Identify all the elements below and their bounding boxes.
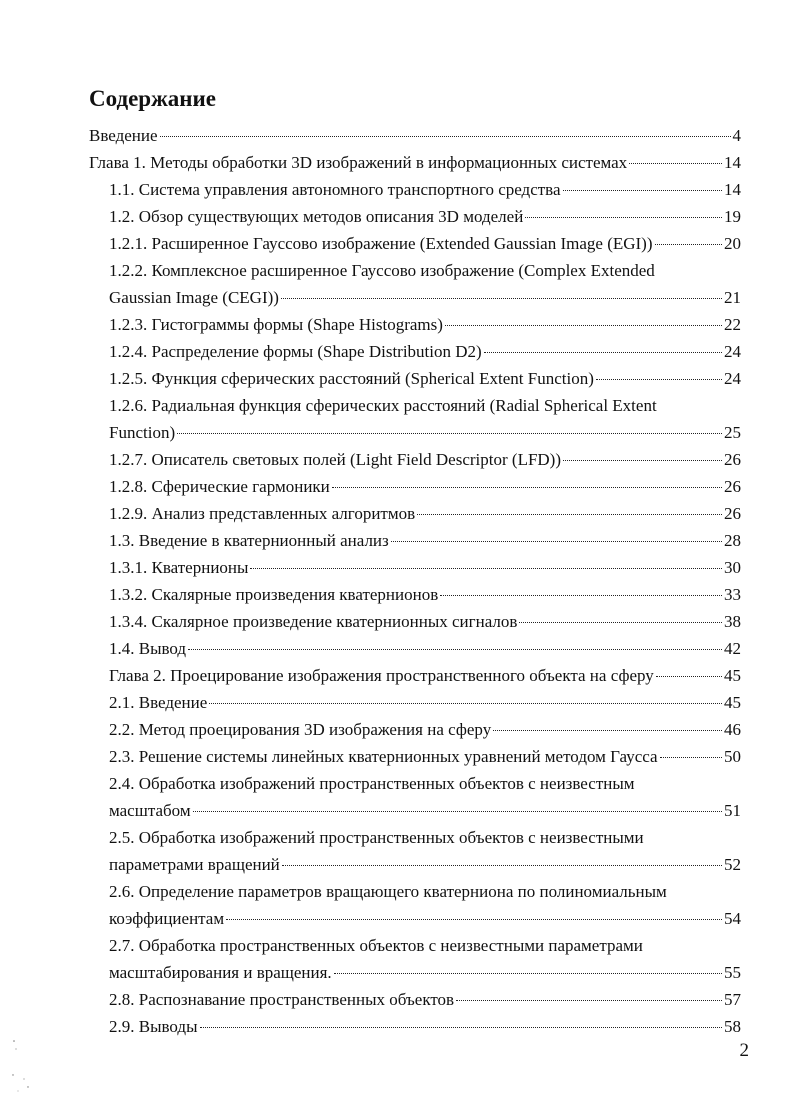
toc-leader-dots	[445, 325, 722, 326]
toc-entry-title: масштабирования и вращения.	[109, 963, 332, 982]
toc-entry	[89, 527, 741, 554]
toc-entry-title: 1.2.4. Распределение формы (Shape Distribution D2)	[109, 342, 482, 361]
toc-entry-title-line: 2.7. Обработка пространственных объектов с неизвестными параметрами	[109, 936, 643, 955]
toc-entry-title: 1.2.1. Расширенное Гауссово изображение (Extended Gaussian Image (EGI))	[109, 234, 653, 253]
toc-entry-title: масштабом	[109, 801, 191, 820]
toc-leader-dots	[596, 379, 722, 380]
toc-entry-page: 51	[724, 801, 741, 820]
toc-entry-title: 1.2.5. Функция сферических расстояний (Spherical Extent Function)	[109, 369, 594, 388]
toc-entry	[89, 446, 741, 473]
toc-entry-page: 26	[724, 450, 741, 469]
toc-leader-dots	[660, 757, 722, 758]
toc-entry	[89, 635, 741, 662]
toc-entry-title-line: 1.2.6. Радиальная функция сферических расстояний (Radial Spherical Extent	[109, 396, 657, 415]
toc-leader-dots	[282, 865, 722, 866]
scan-specks	[10, 1035, 40, 1095]
toc-entry-page: 26	[724, 504, 741, 523]
page-number: 2	[739, 1040, 749, 1061]
toc-entry-page: 28	[724, 531, 741, 550]
toc-entry-title: 2.3. Решение системы линейных кватернионных уравнений методом Гаусса	[109, 747, 658, 766]
toc-leader-dots	[177, 433, 722, 434]
toc-entry-title: 1.3.1. Кватернионы	[109, 558, 249, 577]
toc-entry	[89, 662, 741, 689]
page-title: Содержание	[89, 86, 216, 111]
toc-entry	[89, 986, 741, 1013]
toc-entry-page: 20	[724, 234, 741, 253]
toc-entry-title: 1.2.8. Сферические гармоники	[109, 477, 330, 496]
toc-entry-page: 24	[724, 369, 741, 388]
toc-entry-page: 25	[724, 423, 741, 442]
toc-entry-title: 1.2. Обзор существующих методов описания 3D моделей	[109, 207, 524, 226]
toc-entry-title-line: 2.6. Определение параметров вращающего кватерниона по полиномиальным	[109, 882, 667, 901]
toc-entry	[89, 365, 741, 392]
toc-leader-dots	[493, 730, 722, 731]
toc-entry-title: 1.2.3. Гистограммы формы (Shape Histograms)	[109, 315, 443, 334]
toc-entry	[89, 770, 741, 824]
toc-entry-title: 2.8. Распознавание пространственных объектов	[109, 990, 455, 1009]
toc-entry	[89, 608, 741, 635]
toc-entry	[89, 716, 741, 743]
toc-entry-page: 26	[724, 477, 741, 496]
toc-leader-dots	[629, 163, 722, 164]
toc-entry	[89, 338, 741, 365]
toc-leader-dots	[525, 217, 722, 218]
toc-leader-dots	[332, 487, 722, 488]
toc-entry	[89, 500, 741, 527]
toc-entry	[89, 257, 741, 311]
toc-entry-title: 1.3.2. Скалярные произведения кватернионов	[109, 585, 439, 604]
toc-leader-dots	[655, 244, 723, 245]
toc-entry-title: коэффициентам	[109, 909, 225, 928]
toc-leader-dots	[226, 919, 722, 920]
toc-entry-page: 24	[724, 342, 741, 361]
toc-entry-page: 50	[724, 747, 741, 766]
toc-entry-page: 46	[724, 720, 741, 739]
toc-leader-dots	[281, 298, 722, 299]
toc-entry	[89, 392, 741, 446]
toc-leader-dots	[440, 595, 722, 596]
toc-entry-page: 21	[724, 288, 741, 307]
toc-entry-page: 42	[724, 639, 741, 658]
toc-entry-title: Глава 1. Методы обработки 3D изображений в информационных системах	[89, 153, 628, 172]
toc-entry-page: 45	[724, 693, 741, 712]
toc-entry	[89, 473, 741, 500]
toc-entry-page: 57	[724, 990, 741, 1009]
toc-entry	[89, 689, 741, 716]
toc-entry	[89, 122, 741, 149]
toc-leader-dots	[209, 703, 722, 704]
toc-entry-title: 2.9. Выводы	[109, 1017, 198, 1036]
toc-entry-page: 14	[724, 153, 741, 172]
toc-entry	[89, 176, 741, 203]
toc-entry-page: 54	[724, 909, 741, 928]
toc-entry-title: Function)	[109, 423, 176, 442]
toc-entry-title: 1.2.9. Анализ представленных алгоритмов	[109, 504, 416, 523]
toc-entry-title: Введение	[89, 126, 158, 145]
toc-entry-page: 38	[724, 612, 741, 631]
toc-entry-title: 1.3.4. Скалярное произведение кватернионных сигналов	[109, 612, 518, 631]
toc-leader-dots	[334, 973, 722, 974]
toc-entry-page: 58	[724, 1017, 741, 1036]
toc-entry	[89, 230, 741, 257]
toc-leader-dots	[656, 676, 722, 677]
toc-entry	[89, 581, 741, 608]
toc-entry-title-line: 2.5. Обработка изображений пространственных объектов с неизвестными	[109, 828, 644, 847]
toc-entry-title: Gaussian Image (CEGI))	[109, 288, 279, 307]
toc-leader-dots	[250, 568, 722, 569]
toc-entry-page: 45	[724, 666, 741, 685]
toc-entry-page: 19	[724, 207, 741, 226]
toc-entry-page: 14	[724, 180, 741, 199]
toc-entry	[89, 149, 741, 176]
toc-entry-title: 1.2.7. Описатель световых полей (Light Field Descriptor (LFD))	[109, 450, 562, 469]
toc-entry-title: 2.1. Введение	[109, 693, 208, 712]
toc-entry-title-line: 2.4. Обработка изображений пространственных объектов с неизвестным	[109, 774, 635, 793]
toc-entry-page: 52	[724, 855, 741, 874]
toc-entry	[89, 824, 741, 878]
toc-leader-dots	[160, 136, 731, 137]
toc-entry	[89, 203, 741, 230]
toc-leader-dots	[417, 514, 722, 515]
toc-entry	[89, 311, 741, 338]
toc-entry-title: Глава 2. Проецирование изображения пространственного объекта на сферу	[109, 666, 654, 685]
toc-entry	[89, 1013, 741, 1040]
toc-entry-title-line: 1.2.2. Комплексное расширенное Гауссово изображение (Complex Extended	[109, 261, 655, 280]
toc-entry-page: 30	[724, 558, 741, 577]
toc-leader-dots	[456, 1000, 722, 1001]
toc-entry-page: 4	[732, 126, 741, 145]
toc-entry-page: 55	[724, 963, 741, 982]
toc-entry-page: 22	[724, 315, 741, 334]
toc-entry-title: 1.1. Система управления автономного транспортного средства	[109, 180, 561, 199]
toc-leader-dots	[193, 811, 722, 812]
toc-entry-title: 1.3. Введение в кватернионный анализ	[109, 531, 389, 550]
toc-entry-title: 1.4. Вывод	[109, 639, 187, 658]
toc-leader-dots	[200, 1027, 722, 1028]
toc-entry-page: 33	[724, 585, 741, 604]
toc-entry	[89, 554, 741, 581]
toc-leader-dots	[563, 190, 722, 191]
toc-entry	[89, 743, 741, 770]
toc-leader-dots	[391, 541, 722, 542]
toc-entry-title: параметрами вращений	[109, 855, 280, 874]
toc-leader-dots	[484, 352, 722, 353]
toc-entry	[89, 932, 741, 986]
toc-entry	[89, 878, 741, 932]
toc-leader-dots	[519, 622, 722, 623]
toc-leader-dots	[563, 460, 722, 461]
table-of-contents	[89, 122, 741, 1040]
toc-entry-title: 2.2. Метод проецирования 3D изображения на сферу	[109, 720, 492, 739]
toc-leader-dots	[188, 649, 722, 650]
